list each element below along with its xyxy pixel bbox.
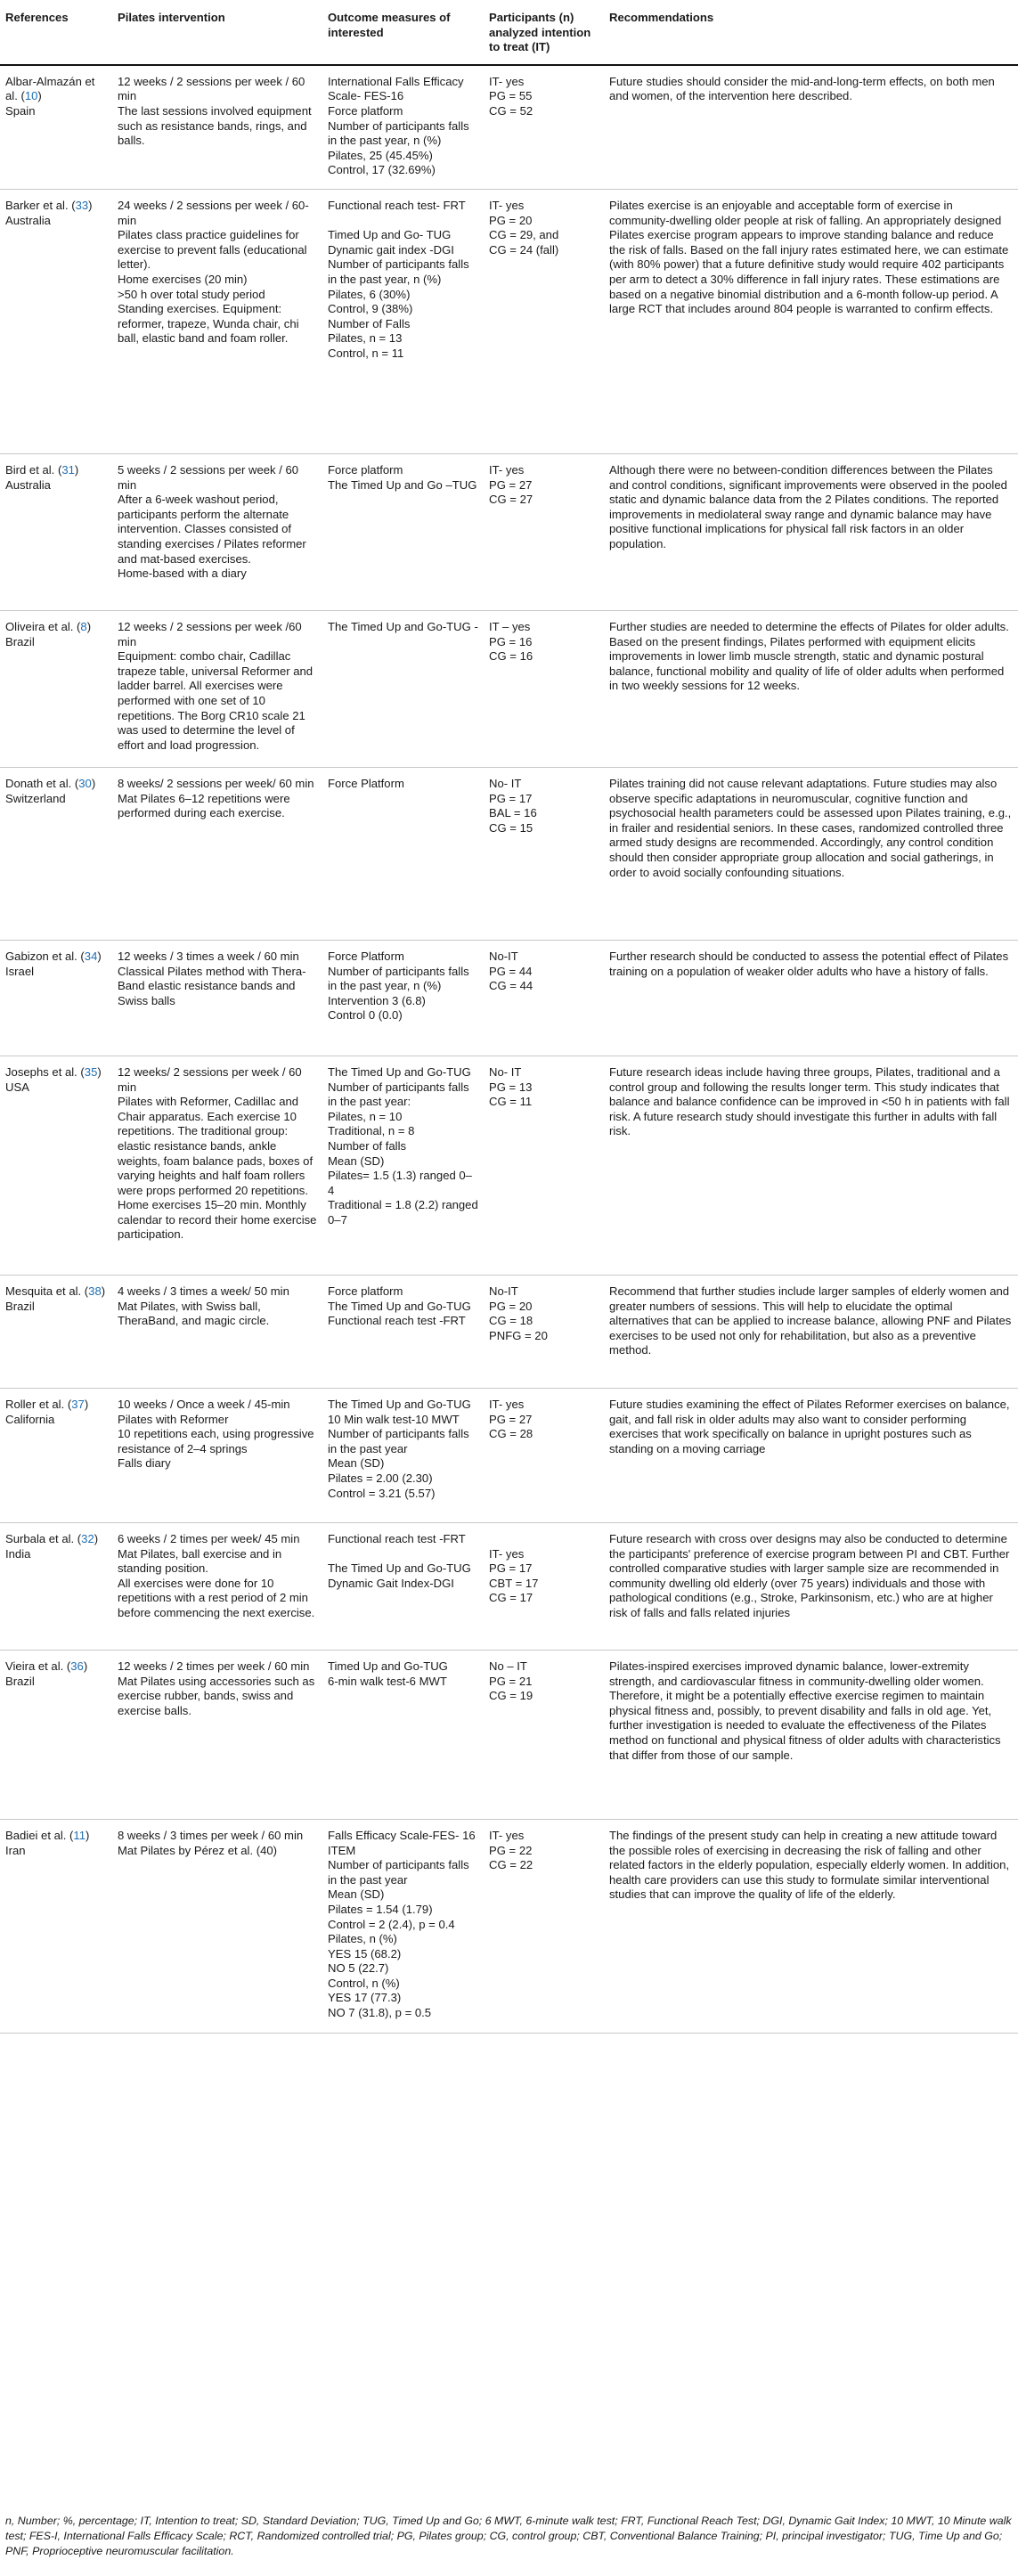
cell-reference <box>0 1388 112 1522</box>
reference-country: ) Switzerland <box>5 776 96 805</box>
cell-intervention-text: 8 weeks/ 2 sessions per week/ 60 min Mat Pilates 6–12 repetitions were performed during each exercise. <box>118 776 314 820</box>
cell-participants <box>484 1275 604 1388</box>
cell-intervention <box>112 1522 322 1650</box>
table-row <box>0 1056 1018 1275</box>
cell-recommendations <box>604 610 1018 767</box>
reference-country: ) Iran <box>5 1828 90 1857</box>
cell-outcomes <box>322 1275 484 1388</box>
cell-outcomes-text: Force Platform <box>328 776 404 790</box>
reference-authors: Josephs et al. ( <box>5 1064 85 1079</box>
header-recommendations: Recommendations <box>604 0 1018 65</box>
reference-authors: Roller et al. ( <box>5 1397 72 1411</box>
reference-country: ) Brazil <box>5 1284 106 1313</box>
table-row <box>0 610 1018 767</box>
cell-participants-text: No- IT PG = 13 CG = 11 <box>489 1064 533 1109</box>
table-row <box>0 189 1018 453</box>
cell-outcomes-text: The Timed Up and Go-TUG - <box>328 619 478 633</box>
cell-recommendations-text: Recommend that further studies include larger samples of elderly women and greater numbers of sessions. This will help to elucidate the optimal alternatives that can be applied to increase balance, allowing PNF and Pilates exercises to be used not only for rehabilitation, but also as a preventive method. <box>609 1284 1012 1357</box>
cell-intervention-text: 5 weeks / 2 sessions per week / 60 min After a 6-week washout period, participants perform the alternate intervention. Classes consisted of standing exercises / Pilates reformer and mat-based exercises. Home-based with a diary <box>118 462 306 581</box>
cell-participants-text: IT – yes PG = 16 CG = 16 <box>489 619 533 664</box>
reference-country: ) Israel <box>5 949 102 978</box>
cell-reference <box>0 940 112 1056</box>
cell-recommendations <box>604 1522 1018 1650</box>
cell-recommendations-text: Pilates-inspired exercises improved dynamic balance, lower-extremity strength, and cardiovascular fitness in community-dwelling older women. Therefore, it might be a potentially effective exercise regimen to maintain physical fitness and, possibly, to prevent disability and falls in old age. Yet, further investigation is needed to evaluate the effectiveness of the Pilates method on functional and physical fitness of older adults with characteristics that differ from those of our sample. <box>609 1659 1001 1762</box>
cell-recommendations-text: Pilates exercise is an enjoyable and acceptable form of exercise in community-dwelling older people at risk of falling. An appropriately designed Pilates exercise program appears to improve standing balance and reduce the risk of falls. Based on the fall injury rates estimated here, we can estimate (with 80% power) that a future definitive study would require 402 participants per arm to detect a 30% difference in fall injury rates. These estimations are based on a negative binomial distribution and a 6-month follow-up period. A large RCT that includes around 804 people is warranted to confirm effects. <box>609 198 1009 316</box>
citation-link[interactable]: 36 <box>70 1659 84 1673</box>
cell-outcomes <box>322 1522 484 1650</box>
cell-outcomes <box>322 1650 484 1819</box>
cell-participants <box>484 1650 604 1819</box>
cell-outcomes <box>322 1388 484 1522</box>
cell-recommendations <box>604 1275 1018 1388</box>
citation-link[interactable]: 10 <box>24 89 38 103</box>
header-row <box>0 0 1018 65</box>
citation-link[interactable]: 35 <box>84 1064 98 1079</box>
cell-intervention-text: 12 weeks/ 2 sessions per week / 60 min Pilates with Reformer, Cadillac and Chair apparatus. Each exercise 10 repetitions. The traditional group: elastic resistance bands, ankle weights, foam balance pads, boxes of varying heights and half foam rollers were props performed 20 repetitions. Home exercises 15–20 min. Monthly calendar to record their home exercise participation. <box>118 1064 317 1242</box>
cell-participants-text: IT- yes PG = 20 CG = 29, and CG = 24 (fall) <box>489 198 559 257</box>
cell-reference <box>0 767 112 940</box>
cell-intervention <box>112 1650 322 1819</box>
cell-participants-text: IT- yes PG = 55 CG = 52 <box>489 74 533 118</box>
cell-outcomes-text: International Falls Efficacy Scale- FES-16 Force platform Number of participants falls in the past year, n (%) Pilates, 25 (45.45%) Control, 17 (32.69%) <box>328 74 469 177</box>
reference-authors: Oliveira et al. ( <box>5 619 81 633</box>
reference-authors: Surbala et al. ( <box>5 1531 82 1545</box>
reference-authors: Badiei et al. ( <box>5 1828 74 1842</box>
reference-country: ) Australia <box>5 198 93 227</box>
table-row <box>0 1819 1018 2033</box>
table-row <box>0 1275 1018 1388</box>
cell-participants <box>484 1056 604 1275</box>
cell-participants-text: IT- yes PG = 27 CG = 27 <box>489 462 533 507</box>
reference-authors: Gabizon et al. ( <box>5 949 85 963</box>
cell-intervention-text: 10 weeks / Once a week / 45-min Pilates with Reformer 10 repetitions each, using progressive resistance of 2–4 springs Falls diary <box>118 1397 314 1471</box>
cell-recommendations <box>604 1388 1018 1522</box>
cell-recommendations <box>604 1056 1018 1275</box>
cell-recommendations <box>604 940 1018 1056</box>
cell-outcomes-text: Functional reach test- FRT Timed Up and Go- TUG Dynamic gait index -DGI Number of participants falls in the past year, n (%) Pilates, 6 (30%) Control, 9 (38%) Number of Falls Pilates, n = 13 Control, n = 11 <box>328 198 469 360</box>
reference-country: ) Spain <box>5 89 42 118</box>
reference-authors: Bird et al. ( <box>5 462 62 477</box>
table-footnote: n, Number; %, percentage; IT, Intention to treat; SD, Standard Deviation; TUG, Timed Up and Go; 6 MWT, 6-minute walk test; FRT, Functional Reach Test; DGI, Dynamic Gait Index; 10 MWT, 10 Minute walk test; FES-I, International Falls Efficacy Scale; RCT, Randomized controlled trial; PG, Pilates group; CG, control group; CBT, Conventional Balance Training; PI, principal investigator; TUG, Time Up and Go; PNF, Proprioceptive neuromuscular facilitation. <box>5 2515 1012 2557</box>
cell-outcomes-text: Timed Up and Go-TUG 6-min walk test-6 MWT <box>328 1659 448 1688</box>
cell-intervention-text: 8 weeks / 3 times per week / 60 min Mat Pilates by Pérez et al. (40) <box>118 1828 304 1857</box>
table-row <box>0 1388 1018 1522</box>
cell-recommendations <box>604 767 1018 940</box>
cell-participants-text: IT- yes PG = 17 CBT = 17 CG = 17 <box>489 1546 539 1605</box>
cell-participants-text: No- IT PG = 17 BAL = 16 CG = 15 <box>489 776 537 835</box>
table-row <box>0 1522 1018 1650</box>
cell-intervention-text: 4 weeks / 3 times a week/ 50 min Mat Pilates, with Swiss ball, TheraBand, and magic circle. <box>118 1284 289 1328</box>
cell-outcomes-text: Force platform The Timed Up and Go –TUG <box>328 462 477 492</box>
reference-country: ) Brazil <box>5 619 92 648</box>
cell-participants <box>484 767 604 940</box>
reference-authors: Mesquita et al. ( <box>5 1284 89 1298</box>
cell-intervention <box>112 189 322 453</box>
cell-participants-text: No – IT PG = 21 CG = 19 <box>489 1659 533 1703</box>
cell-outcomes-text: Force Platform Number of participants falls in the past year, n (%) Intervention 3 (6.8) Control 0 (0.0) <box>328 949 469 1023</box>
cell-reference <box>0 1522 112 1650</box>
citation-link[interactable]: 30 <box>78 776 92 790</box>
cell-participants-text: No-IT PG = 44 CG = 44 <box>489 949 533 993</box>
citation-link[interactable]: 33 <box>75 198 89 212</box>
cell-reference <box>0 453 112 610</box>
cell-intervention <box>112 610 322 767</box>
cell-participants <box>484 1388 604 1522</box>
cell-intervention <box>112 940 322 1056</box>
cell-reference <box>0 189 112 453</box>
cell-recommendations-text: Future studies examining the effect of Pilates Reformer exercises on balance, gait, and fall risk in older adults may also want to consider performing exercises that work specifically on balance in upright postures such as standing on a moving carriage <box>609 1397 1010 1455</box>
reference-authors: Barker et al. ( <box>5 198 76 212</box>
cell-outcomes <box>322 1819 484 2033</box>
header-participants: Participants (n) analyzed intention to treat (IT) <box>484 0 604 65</box>
cell-participants <box>484 1522 604 1650</box>
cell-intervention <box>112 767 322 940</box>
reference-country: ) California <box>5 1397 89 1426</box>
cell-recommendations <box>604 65 1018 190</box>
cell-intervention <box>112 1819 322 2033</box>
cell-outcomes <box>322 767 484 940</box>
reference-country: ) USA <box>5 1064 102 1094</box>
cell-recommendations-text: Pilates training did not cause relevant adaptations. Future studies may also observe specific adaptations in neuromuscular, cognitive function and psychosocial health parameters could be assessed upon Pilates training, e.g., in frailer and residential seniors. In these cases, randomized controlled three armed study designs are recommended. Accordingly, any control condition should then consider appropriate group allocation and social gatherings, in order to avoid socially confounding situations. <box>609 776 1012 879</box>
cell-intervention <box>112 1388 322 1522</box>
cell-participants <box>484 940 604 1056</box>
cell-recommendations-text: Further research should be conducted to assess the potential effect of Pilates training on a population of weaker older adults who have a history of falls. <box>609 949 1009 978</box>
cell-recommendations <box>604 189 1018 453</box>
cell-participants-text: IT- yes PG = 27 CG = 28 <box>489 1397 533 1441</box>
citation-link[interactable]: 38 <box>88 1284 102 1298</box>
table-row <box>0 767 1018 940</box>
reference-country: ) Australia <box>5 462 79 492</box>
cell-recommendations-text: The findings of the present study can help in creating a new attitude toward the possible roles of exercising in decreasing the risk of falling and other related factors in the elderly population, especially elderly women. In addition, health care providers can use this study to formulate similar interventional studies that can improve the quality of life of the elderly. <box>609 1828 1010 1902</box>
table-row <box>0 1650 1018 1819</box>
cell-intervention-text: 24 weeks / 2 sessions per week / 60-min Pilates class practice guidelines for exercise to prevent falls (educational letter). Home exercises (20 min) >50 h over total study period Standing exercises. Equipment: reformer, trapeze, Wunda chair, chi ball, elastic band and foam roller. <box>118 198 309 346</box>
cell-participants-text: No-IT PG = 20 CG = 18 PNFG = 20 <box>489 1284 548 1342</box>
cell-outcomes <box>322 1056 484 1275</box>
cell-intervention-text: 12 weeks / 2 sessions per week / 60 min The last sessions involved equipment such as resistance bands, rings, and balls. <box>118 74 312 148</box>
cell-participants <box>484 453 604 610</box>
cell-reference <box>0 65 112 190</box>
cell-participants-text: IT- yes PG = 22 CG = 22 <box>489 1828 533 1872</box>
citation-link[interactable]: 34 <box>84 949 98 963</box>
table-row <box>0 453 1018 610</box>
cell-recommendations-text: Further studies are needed to determine the effects of Pilates for older adults. Based on the present findings, Pilates performed with equipment elicits improvements in lower limb muscle strength, static and dynamic postural balance, functional mobility and quality of life of older adults when performed in two weekly sessions for 12 weeks. <box>609 619 1009 693</box>
cell-recommendations-text: Although there were no between-condition differences between the Pilates and control conditions, significant improvements were observed in the pooled static and dynamic balance data from the 2 Pilates conditions. The reported improvements in mediolateral sway range and dynamic balance may have positive functional implications for physical fall risk factors in an older population. <box>609 462 1007 550</box>
cell-reference <box>0 1056 112 1275</box>
cell-outcomes <box>322 189 484 453</box>
cell-outcomes-text: The Timed Up and Go-TUG Number of participants falls in the past year: Pilates, n = 10 Traditional, n = 8 Number of falls Mean (SD) Pilates= 1.5 (1.3) ranged 0–4 Traditional = 1.8 (2.2) ranged 0–7 <box>328 1064 478 1227</box>
cell-intervention-text: 12 weeks / 2 sessions per week /60 min Equipment: combo chair, Cadillac trapeze table, universal Reformer and ladder barrel. All exercises were performed with one set of 10 repetitions. The Borg CR10 scale 21 was used to determine the level of effort and load progression. <box>118 619 314 752</box>
citation-link[interactable]: 37 <box>71 1397 85 1411</box>
cell-intervention-text: 12 weeks / 3 times a week / 60 min Classical Pilates method with Thera-Band elastic resistance bands and Swiss balls <box>118 949 306 1007</box>
cell-participants <box>484 1819 604 2033</box>
reference-authors: Donath et al. ( <box>5 776 79 790</box>
cell-intervention-text: 12 weeks / 2 times per week / 60 min Mat Pilates using accessories such as exercise rubber, bands, swiss and exercise balls. <box>118 1659 315 1717</box>
citation-link[interactable]: 11 <box>73 1828 86 1842</box>
cell-intervention <box>112 1056 322 1275</box>
header-intervention: Pilates intervention <box>112 0 322 65</box>
cell-participants <box>484 610 604 767</box>
reference-authors: Vieira et al. ( <box>5 1659 71 1673</box>
cell-outcomes-text: Falls Efficacy Scale-FES- 16 ITEM Number of participants falls in the past year Mean (SD) Pilates = 1.54 (1.79) Control = 2 (2.4), p = 0.4 Pilates, n (%) YES 15 (68.2) NO 5 (22.7) Control, n (%) YES 17 (77.3) NO 7 (31.8), p = 0.5 <box>328 1828 476 2020</box>
cell-recommendations-text: Future research ideas include having three groups, Pilates, traditional and a control group and following the results longer term. This study indicates that balance and balance confidence can be improved in <50 h in patients with fall risk. A future research study should investigate this further in adults with fall risk. <box>609 1064 1010 1138</box>
cell-recommendations <box>604 453 1018 610</box>
cell-participants <box>484 65 604 190</box>
table-body <box>0 65 1018 2034</box>
cell-intervention-text: 6 weeks / 2 times per week/ 45 min Mat Pilates, ball exercise and in standing position. All exercises were done for 10 repetitions with a rest period of 2 min before commencing the next exercise. <box>118 1531 315 1619</box>
cell-recommendations-text: Future research with cross over designs may also be conducted to determine the participants' preference of exercise program between PI and CBT. Further controlled comparative studies with larger sample size are recommended in community dwelling old elderly (over 75 years) individuals and those with pathological conditions (e.g., Stroke, Parkinsonism, etc.) who are at higher risk of falls and falls related injuries <box>609 1531 1010 1619</box>
cell-outcomes <box>322 453 484 610</box>
cell-intervention <box>112 65 322 190</box>
cell-recommendations <box>604 1650 1018 1819</box>
citation-link[interactable]: 31 <box>61 462 75 477</box>
cell-outcomes-text: Force platform The Timed Up and Go-TUG Functional reach test -FRT <box>328 1284 471 1328</box>
cell-reference <box>0 1275 112 1388</box>
reference-country: ) Brazil <box>5 1659 88 1688</box>
citation-link[interactable]: 32 <box>81 1531 94 1545</box>
cell-reference <box>0 1819 112 2033</box>
cell-intervention <box>112 453 322 610</box>
cell-outcomes <box>322 610 484 767</box>
cell-recommendations-text: Future studies should consider the mid-and-long-term effects, on both men and women, of the intervention here described. <box>609 74 995 103</box>
cell-outcomes-text: The Timed Up and Go-TUG 10 Min walk test-10 MWT Number of participants falls in the past year Mean (SD) Pilates = 2.00 (2.30) Control = 3.21 (5.57) <box>328 1397 471 1500</box>
header-references: References <box>0 0 112 65</box>
header-outcomes: Outcome measures of interested <box>322 0 484 65</box>
reference-country: ) India <box>5 1531 99 1561</box>
cell-outcomes <box>322 940 484 1056</box>
table-row <box>0 940 1018 1056</box>
cell-outcomes-text: Functional reach test -FRT The Timed Up and Go-TUG Dynamic Gait Index-DGI <box>328 1531 471 1590</box>
cell-reference <box>0 610 112 767</box>
cell-reference <box>0 1650 112 1819</box>
cell-recommendations <box>604 1819 1018 2033</box>
citation-link[interactable]: 8 <box>80 619 87 633</box>
table-row <box>0 65 1018 190</box>
cell-outcomes <box>322 65 484 190</box>
cell-intervention <box>112 1275 322 1388</box>
cell-participants <box>484 189 604 453</box>
reference-authors: Albar-Almazán et al. ( <box>5 74 95 103</box>
